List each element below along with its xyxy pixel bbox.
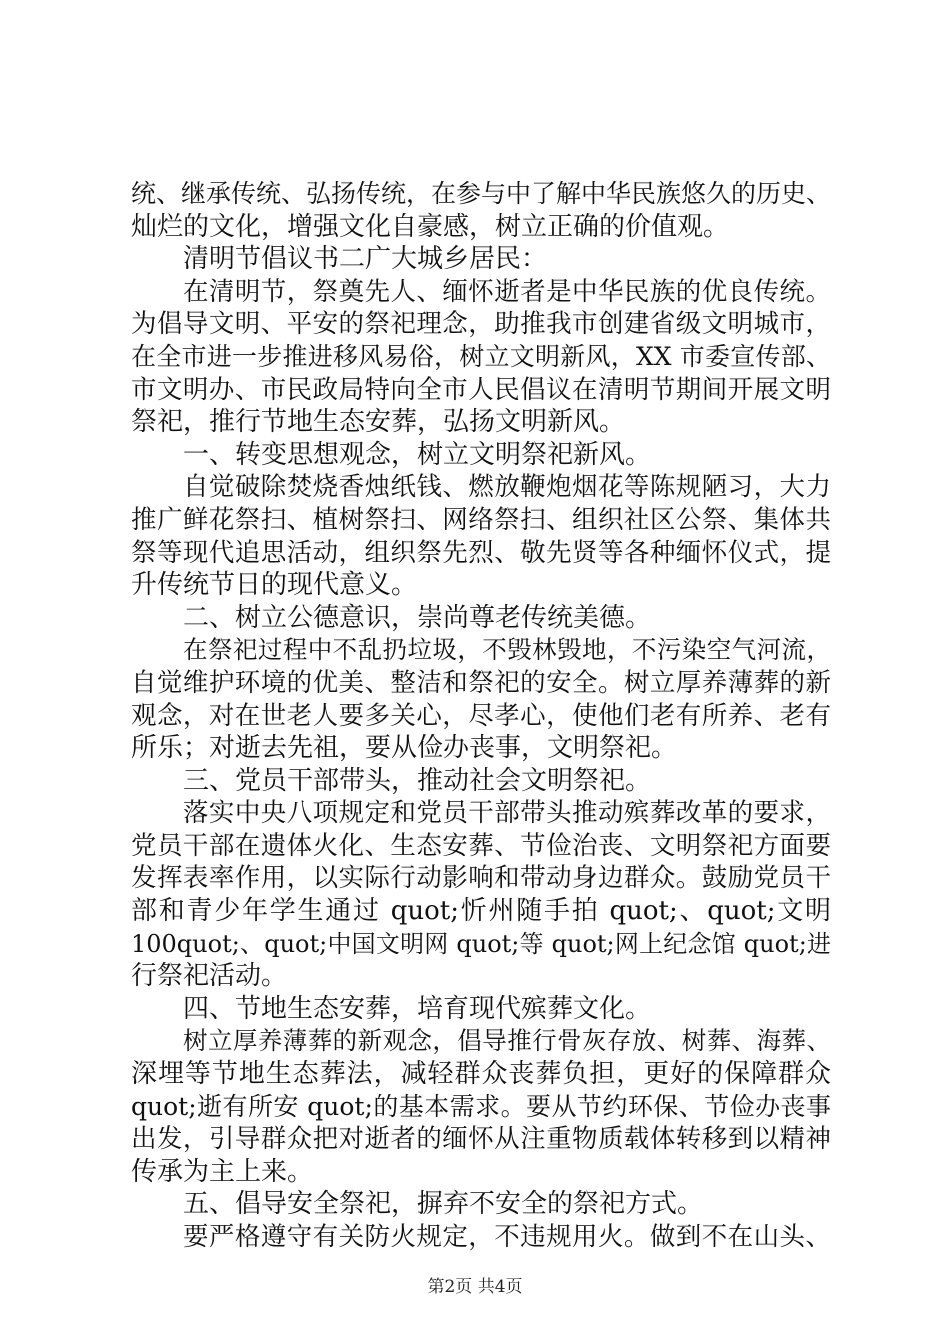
text-line: 落实中央八项规定和党员干部带头推动殡葬改革的要求， bbox=[183, 798, 831, 829]
text-line: 在清明节，祭奠先人、缅怀逝者是中华民族的优良传统。 bbox=[183, 276, 831, 307]
text-line: 在祭祀过程中不乱扔垃圾，不毁林毁地，不污染空气河流， bbox=[183, 635, 831, 665]
text-line: quot;逝有所安 quot;的基本需求。要从节约环保、节俭办丧事 bbox=[131, 1091, 831, 1121]
text-line: 100quot;、quot;中国文明网 quot;等 quot;网上纪念馆 quot;进 bbox=[131, 929, 831, 958]
text-line: 出发，引导群众把对逝者的缅怀从注重物质载体转移到以精神 bbox=[131, 1124, 831, 1155]
text-line: 为倡导文明、平安的祭祀理念，助推我市创建省级文明城市， bbox=[131, 309, 831, 340]
text-line: 统、继承传统、弘扬传统，在参与中了解中华民族悠久的历史、 bbox=[131, 179, 832, 208]
text-line: 灿烂的文化，增强文化自豪感，树立正确的价值观。 bbox=[131, 211, 730, 242]
text-line: 祭等现代追思活动，组织祭先烈、敬先贤等各种缅怀仪式，提 bbox=[131, 537, 831, 568]
text-line: 要严格遵守有关防火规定，不违规用火。做到不在山头、 bbox=[183, 1222, 831, 1252]
text-line: 观念，对在世老人要多关心，尽孝心，使他们老有所养、老有 bbox=[131, 700, 831, 731]
text-line: 升传统节日的现代意义。 bbox=[131, 570, 418, 601]
text-line: 祭祀，推行节地生态安葬，弘扬文明新风。 bbox=[131, 407, 626, 438]
text-line: 三、党员干部带头，推动社会文明祭祀。 bbox=[183, 765, 652, 796]
text-line: 二、树立公德意识，崇尚尊老传统美德。 bbox=[183, 602, 652, 633]
page-footer: 第2页 共4页 bbox=[427, 1277, 523, 1297]
text-line: 五、倡导安全祭祀，摒弃不安全的祭祀方式。 bbox=[183, 1189, 704, 1220]
text-line: 一、转变思想观念，树立文明祭祀新风。 bbox=[183, 439, 652, 470]
text-line: 在全市进一步推进移风易俗，树立文明新风，XX 市委宣传部、 bbox=[131, 341, 831, 371]
text-line: 清明节倡议书二广大城乡居民： bbox=[183, 244, 548, 275]
text-line: 所乐；对逝去先祖，要从俭办丧事，文明祭祀。 bbox=[131, 733, 678, 764]
text-line: 树立厚养薄葬的新观念，倡导推行骨灰存放、树葬、海葬、 bbox=[183, 1026, 831, 1056]
document-body bbox=[131, 178, 831, 1254]
text-line: 行祭祀活动。 bbox=[131, 961, 288, 992]
text-line: 推广鲜花祭扫、植树祭扫、网络祭扫、组织社区公祭、集体共 bbox=[131, 504, 831, 535]
text-line: 自觉破除焚烧香烛纸钱、燃放鞭炮烟花等陈规陋习，大力 bbox=[183, 472, 831, 503]
text-line: 党员干部在遗体火化、生态安葬、节俭治丧、文明祭祀方面要 bbox=[131, 830, 831, 861]
text-line: 市文明办、市民政局特向全市人民倡议在清明节期间开展文明 bbox=[131, 374, 831, 405]
text-line: 部和青少年学生通过 quot;忻州随手拍 quot;、quot;文明 bbox=[131, 896, 831, 927]
text-line: 自觉维护环境的优美、整洁和祭祀的安全。树立厚养薄葬的新 bbox=[131, 667, 831, 698]
text-line: 四、节地生态安葬，培育现代殡葬文化。 bbox=[183, 993, 652, 1024]
text-line: 深埋等节地生态葬法，减轻群众丧葬负担，更好的保障群众 bbox=[131, 1059, 831, 1090]
text-line: 发挥表率作用，以实际行动影响和带动身边群众。鼓励党员干 bbox=[131, 863, 831, 894]
text-line: 传承为主上来。 bbox=[131, 1156, 314, 1187]
